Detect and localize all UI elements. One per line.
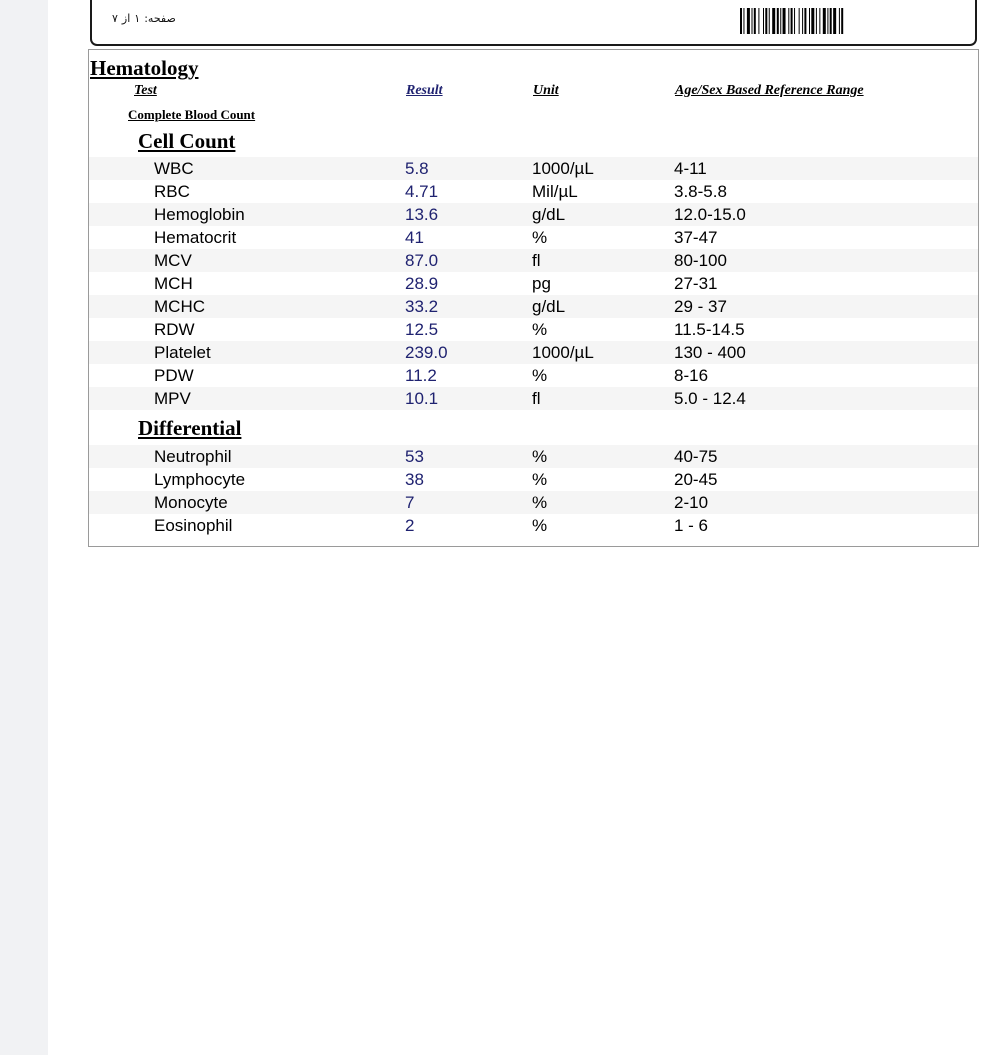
barcode-bar (791, 8, 793, 34)
column-header-test: Test (134, 83, 157, 98)
test-name: MCV (154, 251, 192, 270)
table-row (89, 226, 978, 249)
page-word: صفحه: (144, 12, 176, 25)
test-unit: 1000/µL (532, 343, 594, 362)
hematology-panel (88, 49, 979, 547)
column-header-reference: Age/Sex Based Reference Range (675, 83, 864, 98)
test-unit: Mil/µL (532, 182, 578, 201)
table-row (89, 249, 978, 272)
test-result: 13.6 (405, 205, 439, 224)
table-row (89, 272, 978, 295)
test-unit: g/dL (532, 205, 566, 224)
group-title-differential: Differential (138, 416, 242, 440)
barcode-bar (772, 8, 775, 34)
barcode-bar (765, 8, 767, 34)
test-name: Monocyte (154, 493, 228, 512)
page-indicator (108, 12, 176, 25)
barcode-bar (743, 8, 744, 34)
test-result: 41 (405, 228, 424, 247)
test-name: MCH (154, 274, 193, 293)
table-row (89, 491, 978, 514)
group-title-cell-count: Cell Count (138, 129, 236, 153)
table-row (89, 295, 978, 318)
test-result: 7 (405, 493, 415, 512)
table-row (89, 341, 978, 364)
barcode-bar (763, 8, 764, 34)
barcode-bar (830, 8, 832, 34)
test-unit: g/dL (532, 297, 566, 316)
test-name: Hematocrit (154, 228, 237, 247)
test-name: Lymphocyte (154, 470, 246, 489)
test-reference: 29 - 37 (674, 297, 727, 316)
test-reference: 27-31 (674, 274, 718, 293)
test-unit: fl (532, 251, 541, 270)
test-unit: % (532, 470, 548, 489)
barcode-bar (788, 8, 789, 34)
left-gutter (0, 0, 48, 1055)
test-name: WBC (154, 159, 194, 178)
barcode-bar (811, 8, 814, 34)
test-reference: 12.0-15.0 (674, 205, 746, 224)
table-row (89, 180, 978, 203)
column-header-result: Result (406, 83, 443, 98)
test-result: 239.0 (405, 343, 448, 362)
table-row (89, 318, 978, 341)
test-result: 53 (405, 447, 424, 466)
barcode-bar (841, 8, 843, 34)
barcode-bar (747, 8, 750, 34)
barcode-bar (758, 8, 759, 34)
column-header-unit: Unit (533, 83, 559, 98)
test-result: 28.9 (405, 274, 439, 293)
test-unit: pg (532, 274, 551, 293)
test-reference: 5.0 - 12.4 (674, 389, 746, 408)
test-reference: 40-75 (674, 447, 718, 466)
test-result: 33.2 (405, 297, 439, 316)
test-reference: 11.5-14.5 (674, 320, 745, 339)
barcode-bar (777, 8, 779, 34)
table-row (89, 364, 978, 387)
barcode (740, 8, 924, 34)
barcode-bar (827, 8, 828, 34)
test-unit: % (532, 366, 548, 385)
table-row (89, 203, 978, 226)
table-row (89, 157, 978, 180)
test-result: 10.1 (405, 389, 439, 408)
test-result: 2 (405, 516, 415, 535)
test-reference: 3.8-5.8 (674, 182, 727, 201)
section-title: Hematology (90, 56, 199, 80)
test-name: RDW (154, 320, 195, 339)
test-unit: % (532, 493, 548, 512)
of-word: از (121, 12, 131, 25)
test-name: MCHC (154, 297, 205, 316)
test-reference: 130 - 400 (674, 343, 746, 362)
barcode-bar (799, 8, 800, 34)
barcode-bar (839, 8, 840, 34)
table-row (89, 468, 978, 491)
barcode-bar (833, 8, 836, 34)
test-result: 38 (405, 470, 424, 489)
test-name: Eosinophil (154, 516, 233, 535)
barcode-bar (752, 8, 753, 34)
barcode-bar (816, 8, 817, 34)
barcode-bar (769, 8, 770, 34)
test-name: MPV (154, 389, 191, 408)
test-reference: 4-11 (674, 159, 707, 178)
test-unit: % (532, 516, 548, 535)
barcode-bar (740, 8, 742, 34)
test-result: 4.71 (405, 182, 439, 201)
test-reference: 8-16 (674, 366, 709, 385)
test-reference: 20-45 (674, 470, 718, 489)
barcode-bar (783, 8, 786, 34)
barcode-bar (794, 8, 795, 34)
barcode-bar (804, 8, 806, 34)
test-result: 11.2 (405, 366, 437, 385)
barcode-bar (754, 8, 756, 34)
test-unit: % (532, 447, 548, 466)
panel-name: Complete Blood Count (128, 107, 256, 122)
test-name: Hemoglobin (154, 205, 245, 224)
test-reference: 37-47 (674, 228, 718, 247)
test-name: Neutrophil (154, 447, 232, 466)
test-unit: % (532, 228, 548, 247)
test-name: PDW (154, 366, 194, 385)
table-row (89, 514, 978, 537)
test-result: 5.8 (405, 159, 429, 178)
test-reference: 1 - 6 (674, 516, 709, 535)
table-row (89, 387, 978, 410)
test-unit: 1000/µL (532, 159, 594, 178)
test-name: RBC (154, 182, 190, 201)
test-result: 12.5 (405, 320, 439, 339)
test-reference: 80-100 (674, 251, 727, 270)
test-unit: fl (532, 389, 541, 408)
test-name: Platelet (154, 343, 211, 362)
barcode-bar (819, 8, 820, 34)
test-unit: % (532, 320, 548, 339)
test-reference: 2-10 (674, 493, 709, 512)
barcode-bar (802, 8, 803, 34)
barcode-bar (780, 8, 781, 34)
test-result: 87.0 (405, 251, 439, 270)
page-number: ۱ (134, 12, 141, 25)
barcode-bar (823, 8, 826, 34)
table-row (89, 445, 978, 468)
page-total: ۷ (112, 12, 118, 25)
barcode-bar (809, 8, 810, 34)
